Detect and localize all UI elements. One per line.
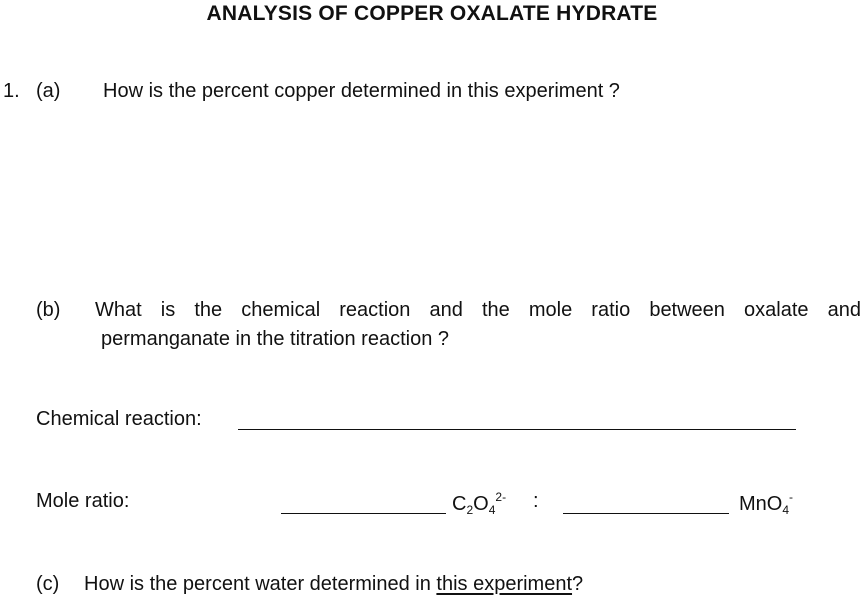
mole-ratio-label: Mole ratio:: [36, 490, 130, 512]
permanganate-coefficient-blank[interactable]: [563, 513, 729, 514]
part-b-label: (b): [36, 299, 61, 321]
ratio-separator: :: [533, 490, 539, 512]
part-b-question-line1: What is the chemical reaction and the mole ratio between oxalate and: [95, 299, 861, 321]
part-c-label: (c): [36, 573, 60, 595]
oxalate-formula: $C_2O_4^{2-}$: [452, 490, 507, 517]
permanganate-formula: MnO$_4$-: [739, 490, 794, 517]
question-number: 1.: [3, 80, 20, 102]
part-a-question: How is the percent copper determined in this experiment ?: [103, 80, 620, 102]
page-title: ANALYSIS OF COPPER OXALATE HYDRATE: [206, 2, 658, 25]
oxalate-coefficient-blank[interactable]: [281, 513, 446, 514]
part-c-question: How is the percent water determined in this experiment?: [84, 573, 584, 595]
part-a-label: (a): [36, 80, 61, 102]
chemical-reaction-label: Chemical reaction:: [36, 408, 202, 430]
chemical-reaction-blank[interactable]: [238, 429, 796, 430]
part-b-question-line2: permanganate in the titration reaction ?: [101, 328, 449, 350]
